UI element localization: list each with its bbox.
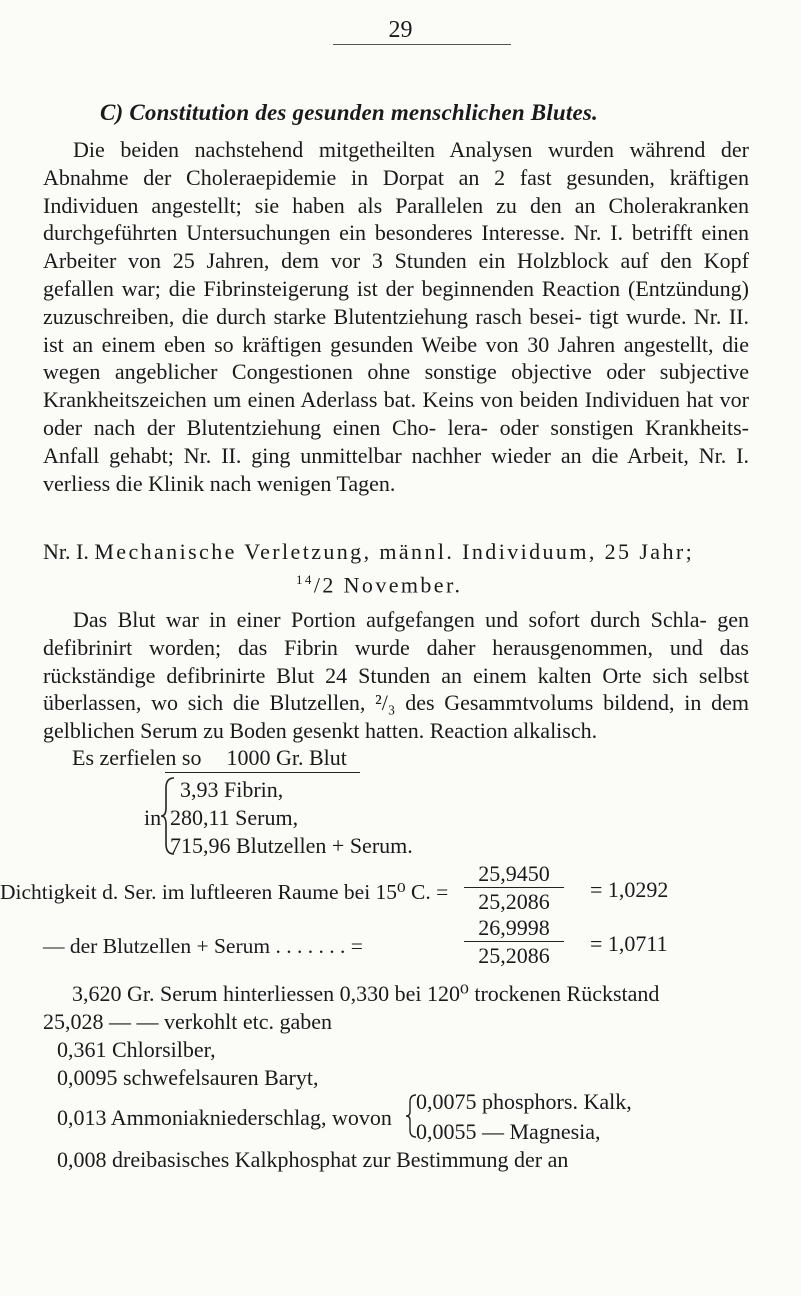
component-serum: 280,11 Serum, xyxy=(170,805,299,830)
analysis-total: 1000 Gr. Blut xyxy=(226,745,347,770)
page-number: 29 xyxy=(388,17,413,43)
case-date-fraction: /2 xyxy=(313,572,336,598)
density-serum-result: = 1,0292 xyxy=(590,877,669,902)
density-cells-result: = 1,0711 xyxy=(590,931,668,956)
residue-line-1: 3,620 Gr. Serum hinterliessen 0,330 bei 120⁰ trockenen Rückstand xyxy=(72,981,660,1006)
density-cells-fraction xyxy=(464,916,564,968)
residue-line-2: 25,028 — — verkohlt etc. gaben xyxy=(43,1009,332,1034)
blood-paragraph-text: Das Blut war in einer Portion aufgefangen und sofort durch Schla- gen defibrinirt worden; das Fibrin wurde daher herausgenommen, und das rückständige defibrinirte Blut 24 Stunden an einem kalten Orte sich selbst überlassen, wo sich die Blutzellen, ²/₃ des Gesammtvolums bildend, in dem gelblichen Serum zu Boden gesenkt hatten. Reaction alkalisch. xyxy=(43,607,749,744)
component-fibrin: 3,93 Fibrin, xyxy=(180,777,284,802)
residue-line-5: 0,013 Ammoniakniederschlag, wovon xyxy=(57,1105,392,1130)
density-cells-numerator: 26,9998 xyxy=(478,915,550,940)
case-date-month: November. xyxy=(343,572,463,598)
residue-line-4: 0,0095 schwefelsauren Baryt, xyxy=(57,1065,319,1090)
residue-line-6: 0,008 dreibasisches Kalkphosphat zur Bestimmung der an xyxy=(57,1147,569,1172)
density-serum-fraction xyxy=(464,862,564,914)
intro-paragraph xyxy=(43,136,749,497)
component-cells: 715,96 Blutzellen + Serum. xyxy=(170,833,413,858)
residue-sub-2: 0,0055 — Magnesia, xyxy=(416,1119,601,1144)
density-serum-label: Dichtigkeit d. Ser. im luftleeren Raume bei 15⁰ C. = xyxy=(0,880,449,904)
page-number-rule xyxy=(333,44,511,45)
case-description: Mechanische Verletzung, männl. Individuum, 25 Jahr; xyxy=(94,539,695,564)
case-date xyxy=(43,566,753,599)
in-label: in xyxy=(144,805,162,830)
analysis-intro-text: Es zerfielen so xyxy=(72,745,202,770)
intro-paragraph-text: Die beiden nachstehend mitgetheilten Analysen wurden während der Abnahme der Choleraepidemie in Dorpat an 2 fast gesunden, kräftigen Individuen angestellt; sie haben als Parallelen zu den an Cholerakranken durchgeführten Untersuchungen ein besonderes Interesse. Nr. I. betrifft einen Arbeiter von 25 Jahren, dem vor 3 Stunden ein Holzblock auf den Kopf gefallen war; die Fibrinsteigerung ist der beginnenden Reaction (Entzündung) zuzuschreiben, die durch starke Blutentziehung rasch besei- tigt wurde. Nr. II. ist an einem eben so kräftigen gesunden Weibe von 30 Jahren angestellt, die wegen angeblicher Congestionen ohne sonstige objective oder subjective Krankheitszeichen um einen Aderlass bat. Keins von beiden Individuen hat vor oder nach der Blutentziehung einen Cho- lera- oder sonstigen Krankheits-Anfall gehabt; Nr. II. ging unmittelbar nachher wieder an die Arbeit, Nr. I. verliess die Klinik nach wenigen Tagen. xyxy=(43,137,749,496)
fraction-bar xyxy=(464,887,564,888)
case-title xyxy=(43,538,753,599)
case-date-day: 14 xyxy=(296,572,314,587)
section-heading: C) Constitution des gesunden menschlichen Blutes. xyxy=(100,100,599,125)
fraction-bar xyxy=(464,941,564,942)
density-serum-denominator: 25,2086 xyxy=(478,889,550,914)
total-underline xyxy=(165,772,360,773)
residue-line-3: 0,361 Chlorsilber, xyxy=(57,1037,216,1062)
analysis-intro xyxy=(72,744,347,772)
density-serum-numerator: 25,9450 xyxy=(478,861,550,886)
density-cells-denominator: 25,2086 xyxy=(478,943,550,968)
blood-paragraph xyxy=(43,606,749,745)
residue-sub-1: 0,0075 phosphors. Kalk, xyxy=(416,1089,632,1114)
density-cells-label: — der Blutzellen + Serum . . . . . . . = xyxy=(43,934,363,958)
case-number: Nr. I. xyxy=(43,539,89,564)
